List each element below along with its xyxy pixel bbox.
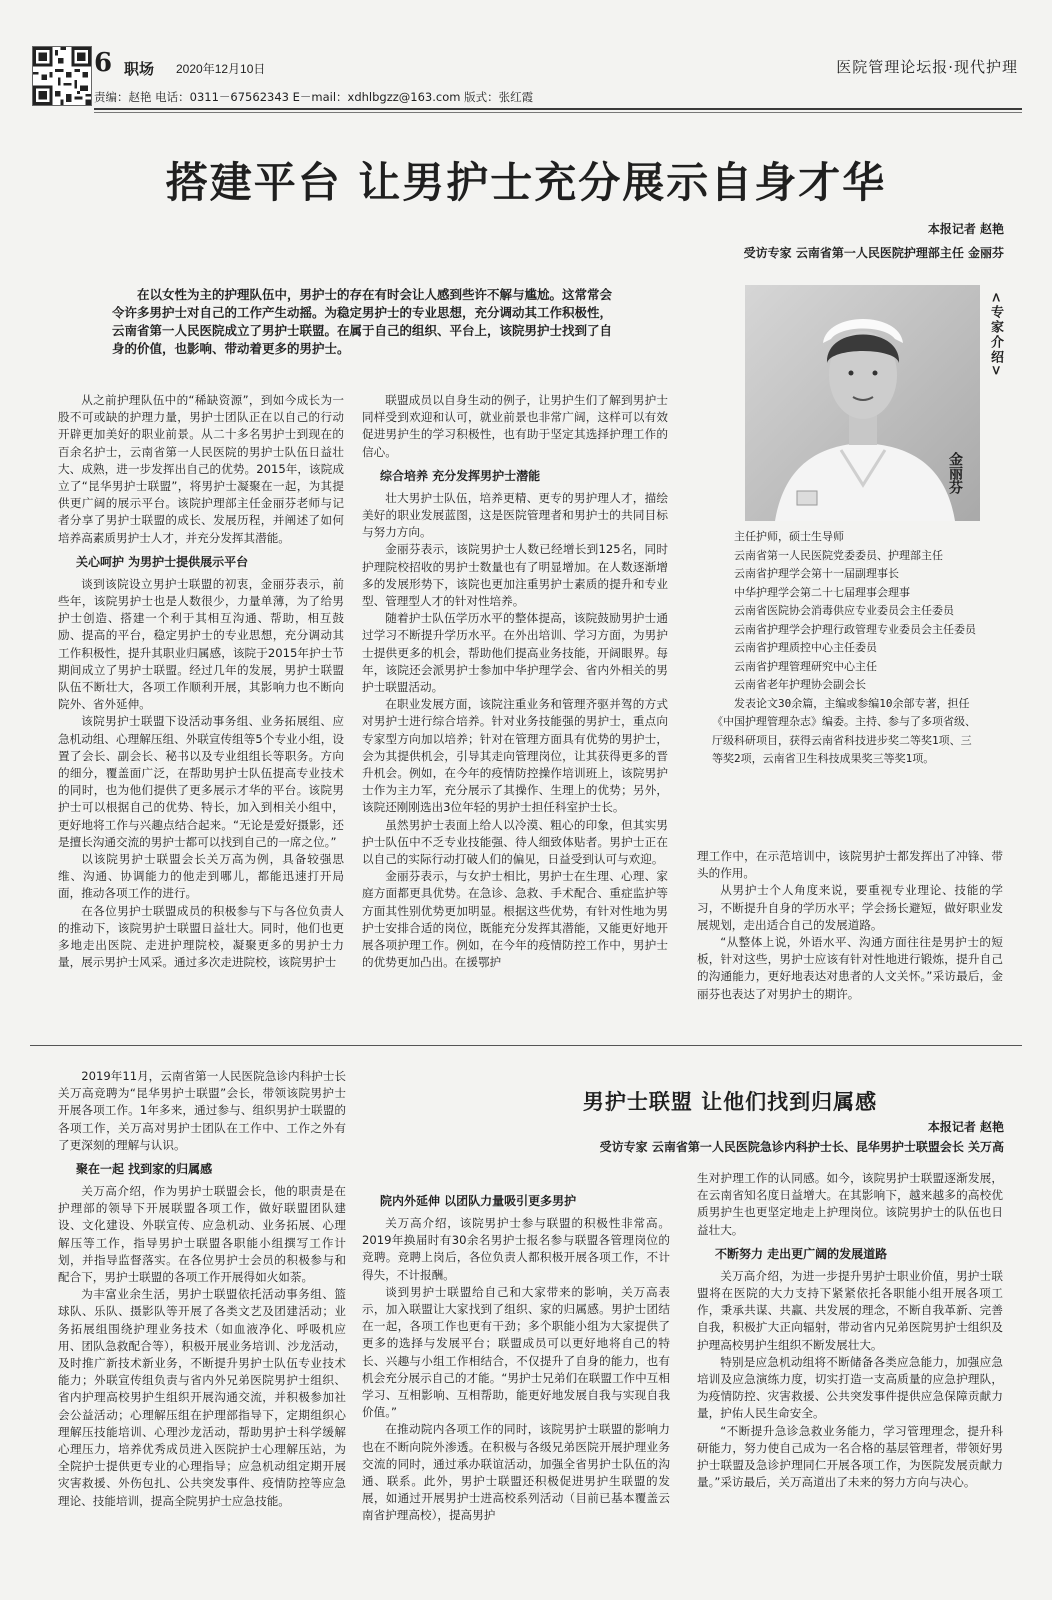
paragraph: 生对护理工作的认同感。如今，该院男护士联盟逐渐发展，在云南省知名度日益增大。在其影响下，越来越多的高校优质男护生也更坚定地走上护理岗位。该院男护士的队伍也日益壮大。 [697, 1171, 1003, 1237]
subheading: 聚在一起 找到家的归属感 [76, 1162, 213, 1177]
cv-line: 云南省护理学会护理行政管理专业委员会主任委员 [734, 622, 976, 636]
paragraph: 联盟成员以自身生动的例子，让男护生们了解到男护士同样受到欢迎和认可，就业前景也非常广阔，这样可以有效促进男护生的学习积极性，也有助于坚定其选择护理工作的信心。 [362, 393, 668, 459]
interviewee-byline: 受访专家 云南省第一人民医院护理部主任 金丽芬 [743, 246, 1004, 260]
cv-line: 云南省老年护理协会副会长 [734, 678, 866, 691]
cv-line: 云南省第一人民医院党委委员、护理部主任 [734, 548, 943, 562]
article1-column-2 [362, 392, 668, 972]
paragraph: “不断提升急诊急救业务能力，学习管理理念，提升科研能力，努力使自己成为一名合格的基层管理者，带领好男护士联盟及急诊护理同仁开展各项工作，为医院发展贡献力量。”采访最后，关万高道出了未来的努力方向与决心。 [697, 1423, 1003, 1490]
article1-column-3 [697, 848, 1003, 1003]
cv-line: 云南省护理质控中心主任委员 [734, 641, 877, 654]
article-divider [30, 1045, 1022, 1046]
cv-line: 主任护师，硕士生导师 [734, 530, 844, 543]
paragraph: 关万高介绍，作为男护士联盟会长，他的职责是在护理部的领导下开展联盟各项工作，做好联盟团队建设、文化建设、外联宣传、应急机动、业务拓展、心理解压等工作，指导男护士联盟各职能小组撰写工作计划，并指导监督落实。在各位男护士会员的积极参与和配合下，男护士联盟的各项工作开展得如火如荼。 [58, 1184, 346, 1285]
article2-title: 男护士联盟 让他们找到归属感 [582, 1090, 878, 1114]
article1-column-1 [58, 392, 344, 972]
cv-line: 云南省护理管理研究中心主任 [734, 659, 877, 673]
paragraph: 金丽芬表示，与女护士相比，男护士在生理、心理、家庭方面都更具优势。在急诊、急救、手术配合、重症监护等方面其性别优势更加明显。根据这些优势，有针对性地为男护士安排合适的岗位，既能充分发挥其潜能，又能更好地开展各项护理工作。例如，在今年的疫情防控工作中，男护士的优势更加凸出。在援鄂护 [362, 869, 668, 970]
paragraph: 在推动院内各项工作的同时，该院男护士联盟的影响力也在不断向院外渗透。在积极与各级兄弟医院开展护理业务交流的同时，通过承办联谊活动，加强全省男护士队伍的沟通、联系。此外，男护士联盟还积极促进男护生联盟的发展，如通过开展男护士进高校系列活动（目前已基本覆盖云南省护理高校），提高男护 [362, 1422, 670, 1523]
paragraph: 以该院男护士联盟会长关万高为例，具备较强思维、沟通、协调能力的他走到哪儿，都能迅速打开局面，推动各项工作的进行。 [58, 852, 344, 901]
paragraph: “从整体上说，外语水平、沟通方面往往是男护士的短板，针对这些，男护士应该有针对性地进行锻炼，提升自己的沟通能力，更好地表达对患者的人文关怀。”采访最后，金丽芬也表达了对男护士的期许。 [697, 935, 1003, 1001]
header-rule [94, 108, 1022, 110]
section-name: 职场 [124, 60, 155, 78]
article-title: 搭建平台 让男护士充分展示自身才华 [165, 158, 887, 207]
cv-line: 云南省护理学会第十一届副理事长 [734, 567, 899, 580]
article2-reporter-byline: 本报记者 赵艳 [927, 1120, 1004, 1134]
paragraph: 谈到该院设立男护士联盟的初衷，金丽芬表示，前些年，该院男护士也是人数很少，力量单薄，为了给男护士创造、搭建一个利于其相互沟通、帮助，相互鼓励、提高的平台，稳定男护士的专业思想，充分调动其工作积极性，提升其职业归属感，该院于2015年护士节期间成立了男护士联盟。经过几年的发展，男护士联盟队伍不断壮大，各项工作顺利开展，其影响力也不断向院外、省外延伸。 [58, 576, 344, 712]
paragraph: 虽然男护士表面上给人以冷漠、粗心的印象，但其实男护士队伍中不乏专业技能强、待人细致体贴者。男护士正在以自己的实际行动打破人们的偏见，日益受到认可与欢迎。 [362, 817, 668, 867]
paragraph: 为丰富业余生活，男护士联盟依托活动事务组、篮球队、乐队、摄影队等开展了各类文艺及团建活动；业务拓展组围绕护理业务技术（如血液净化、呼吸机应用、团队急救配合等），积极开展业务培训、沙龙活动，及时推广新技术新业务，不断提升男护士队伍专业技术能力；外联宣传组负责与省内外兄弟医院男护士组织、省内护理高校男护生组织开展沟通交流，并积极参加社会公益活动；心理解压组在护理部指导下，定期组织心理解压技能培训、心理沙龙活动，帮助男护士科学缓解心理压力，培养优秀成员进入医院护士心理解压站，为全院护士提供更专业的心理指导；应急机动组定期开展灾害救援、外伤包扎、公共突发事件、疫情防控等应急理论、技能培训，提高全院男护士应急技能。 [58, 1287, 346, 1508]
photo-caption-name: 金丽芬 [947, 452, 963, 494]
paragraph: 壮大男护士队伍，培养更精、更专的男护理人才，描绘美好的职业发展蓝图，这是医院管理者和男护士的共同目标与努力方向。 [362, 490, 668, 540]
paragraph: 在职业发展方面，该院注重业务和管理齐驱并驾的方式对男护士进行综合培养。针对业务技能强的男护士，重点向专家型方向加以培养；针对在管理方面具有优势的男护士，会为其提供机会，引导其走向管理岗位，让其获得更多的晋升机会。例如，在今年的疫情防控操作培训班上，该院男护士作为主力军，充分展示了其操作、生理上的优势；另外，该院还刚刚选出3位年轻的男护士担任科室护士长。 [362, 697, 668, 815]
paragraph: 关万高介绍，为进一步提升男护士职业价值，男护士联盟将在医院的大力支持下紧紧依托各职能小组开展各项工作，秉承共谋、共赢、共发展的理念，不断自我革新、完善自我，积极扩大正向辐射，带动省内兄弟医院男护士组织及护理高校男护生组织不断发展壮大。 [697, 1268, 1003, 1352]
editor-info: 责编：赵艳 电话：0311－67562343 E－mail：xdhlbgzz@163.com 版式：张红霞 [94, 90, 534, 104]
paragraph: 关万高介绍，该院男护士参与联盟的积极性非常高。2019年换届时有30余名男护士报名参与联盟各管理岗位的竞聘。竞聘上岗后，各位负责人都积极开展各项工作，不计得失，不计报酬。 [362, 1216, 670, 1282]
header-rule-thin [94, 112, 1022, 113]
article2-column-1 [58, 1068, 346, 1510]
cv-line: 发表论文30余篇，主编或参编10余部专著，担任《中国护理管理杂志》编委。主持、参与了多项省级、厅级科研项目，获得云南省科技进步奖二等奖1项、三等奖2项，云南省卫生科技成果奖三等奖1项。 [712, 696, 976, 765]
paragraph: 2019年11月，云南省第一人民医院急诊内科护士长关万高竞聘为“昆华男护士联盟”会长，带领该院男护士开展各项工作。1年多来，通过参与、组织男护士联盟的各项工作，关万高对男护士团队在工作中、工作之外有了更深刻的理解与认识。 [58, 1069, 346, 1152]
expert-intro-tag: <专家介绍> [988, 292, 1003, 378]
article2-column-3 [697, 1170, 1003, 1491]
paragraph: 从男护士个人角度来说，要重视专业理论、技能的学习，不断提升自身的学历水平；学会扬长避短，做好职业发展规划，走出适合自己的发展道路。 [697, 883, 1003, 932]
subheading: 不断努力 走出更广阔的发展道路 [715, 1246, 888, 1261]
masthead: 医院管理论坛报·现代护理 [836, 58, 1018, 76]
article2-interviewee-byline: 受访专家 云南省第一人民医院急诊内科护士长、昆华男护士联盟会长 关万高 [599, 1140, 1004, 1154]
cv-line: 中华护理学会第二十七届理事会理事 [734, 585, 910, 599]
article2-column-2 [362, 1186, 670, 1525]
reporter-byline: 本报记者 赵艳 [927, 222, 1004, 236]
paragraph: 从之前护理队伍中的“稀缺资源”，到如今成长为一股不可或缺的护理力量，男护士团队正在以自己的行动开辟更加美好的职业前景。从二十多名男护士到现在的百余名护士，云南省第一人民医院的男护士队伍日益壮大、成熟，进一步发挥出自己的优势。2015年，该院成立了“昆华男护士联盟”，将男护士凝聚在一起，为其提供更广阔的展示平台。该院护理部主任金丽芬老师与记者分享了男护士联盟的成长、发展历程，并阐述了如何培养高素质男护士人才，并充分发挥其潜能。 [58, 393, 344, 545]
paragraph: 理工作中，在示范培训中，该院男护士都发挥出了冲锋、带头的作用。 [697, 849, 1003, 881]
paragraph: 随着护士队伍学历水平的整体提高，该院鼓励男护士通过学习不断提升学历水平。在外出培训、学习方面，为男护士提供更多的机会，帮助他们提高业务技能，开阔眼界。每年，该院还会派男护士参加中华护理学会、省内外相关的男护士联盟活动。 [362, 611, 668, 695]
expert-cv [712, 528, 982, 769]
subheading: 院内外延伸 以团队力量吸引更多男护 [380, 1194, 577, 1208]
cv-line: 云南省医院协会消毒供应专业委员会主任委员 [734, 604, 954, 617]
paragraph: 该院男护士联盟下设活动事务组、业务拓展组、应急机动组、心理解压组、外联宣传组等5个专业小组，设置了会长、副会长、秘书以及专业组组长等职务。方向的细分，覆盖面广泛，在帮助男护士队伍提高专业技术的同时，也为他们提供了更多展示才华的平台。该院男护士可以根据自己的优势、特长，加入到相关小组中，更好地将工作与兴趣点结合起来。“无论是爱好摄影，还是擅长沟通交流的男护士都可以找到自己的一席之位。” [58, 714, 344, 849]
paragraph: 特别是应急机动组将不断储备各类应急能力，加强应急培训及应急演练力度，切实打造一支高质量的应急护理队，为疫情防控、灾害救援、公共突发事件提供应急保障贡献力量，护佑人民生命安全。 [697, 1354, 1003, 1421]
paragraph: 谈到男护士联盟给自己和大家带来的影响，关万高表示，加入联盟让大家找到了组织、家的归属感。男护士团结在一起，各项工作也更有干劲；多个职能小组为大家提供了更多的选择与发展平台；联盟成员可以更好地将自己的特长、兴趣与小组工作相结合，不仅提升了自身的能力，也有机会充分展示自己的才能。“男护士兄弟们在联盟工作中互相学习、互相影响、互相帮助，能更好地发展自我与实现自我价值。” [362, 1284, 670, 1420]
article-intro: 在以女性为主的护理队伍中，男护士的存在有时会让人感到些许不解与尴尬。这常常会令许多男护士对自己的工作产生动摇。为稳定男护士的专业思想，充分调动其工作积极性，云南省第一人民医院成立了男护士联盟。在属于自己的组织、平台上，该院男护士找到了自身的价值，也影响、带动着更多的男护士。 [112, 287, 613, 356]
page-number: 6 [94, 48, 113, 78]
paragraph: 金丽芬表示，该院男护士人数已经增长到125名，同时护理院校招收的男护士数量也有了明显增加。在人数逐渐增多的发展形势下，该院也更加注重男护士素质的提升和专业型、管理型人才的针对性培养。 [362, 542, 668, 609]
paragraph: 在各位男护士联盟成员的积极参与下与各位负责人的推动下，该院男护士联盟日益壮大。同时，他们也更多地走出医院、走进护理院校，凝聚更多的男护士力量，展示男护士风采。通过多次走进院校，该院男护士 [58, 903, 344, 970]
qr-code-icon [32, 46, 92, 106]
subheading: 综合培养 充分发挥男护士潜能 [380, 468, 541, 483]
subheading: 关心呵护 为男护士提供展示平台 [76, 554, 249, 569]
issue-date: 2020年12月10日 [176, 62, 266, 76]
